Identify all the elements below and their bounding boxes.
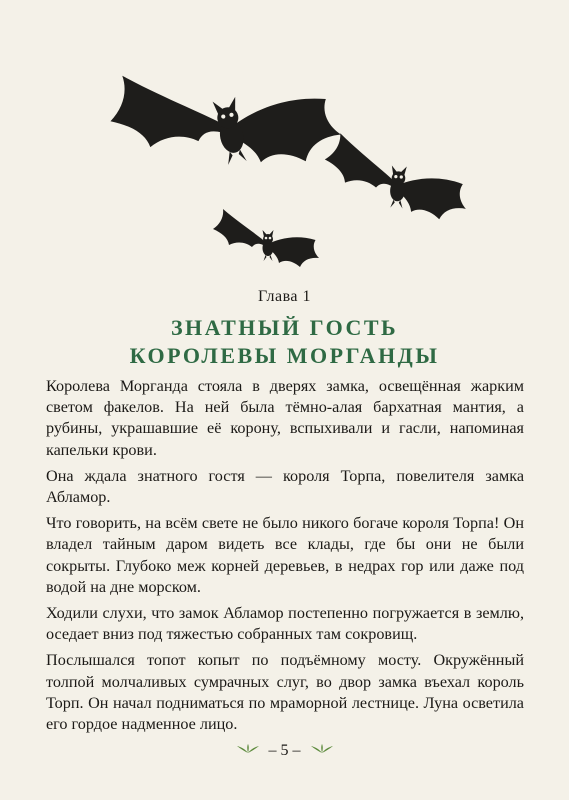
paragraph: Королева Морганда стояла в дверях замка, освещённая жарким светом факелов. На ней была тёмно-алая бархатная мантия, а рубины, украшавшие её корону, вспыхивали и гасли, напоминая капельки крови. xyxy=(46,377,524,459)
chapter-title-line: КОРОЛЕВЫ МОРГАНДЫ xyxy=(129,343,440,368)
bat-icon xyxy=(102,34,345,199)
chapter-title-line: ЗНАТНЫЙ ГОСТЬ xyxy=(170,315,399,340)
page-footer xyxy=(0,742,569,760)
leaf-ornament-icon xyxy=(311,741,333,759)
leaf-ornament-icon xyxy=(237,741,259,759)
chapter-number: Глава 1 xyxy=(257,288,312,305)
page-number: – 5 – xyxy=(268,742,301,759)
bat-icon xyxy=(321,132,470,221)
bat-icon xyxy=(213,209,319,267)
bats-illustration xyxy=(0,0,569,280)
paragraph: Она ждала знатного гостя — короля Торпа, повелителя замка Абламор. xyxy=(46,466,524,507)
chapter-title xyxy=(0,314,569,370)
chapter-text xyxy=(46,376,524,740)
paragraph: Послышался топот копыт по подъёмному мосту. Окружённый толпой молчаливых сумрачных слуг, во двор замка въехал король Торп. Он начал подниматься по мраморной лестнице. Луна осветила его гордое надменное лицо. xyxy=(46,651,524,734)
paragraph: Ходили слухи, что замок Абламор постепенно погружается в землю, оседает вниз под тяжестью собранных там сокровищ. xyxy=(46,604,524,644)
paragraph: Что говорить, на всём свете не было никого богаче короля Торпа! Он владел тайным даром видеть все клады, где бы они не были сокрыты. Глубоко меж корней деревьев, в недрах гор или даже под водой на дне морском. xyxy=(46,514,524,596)
